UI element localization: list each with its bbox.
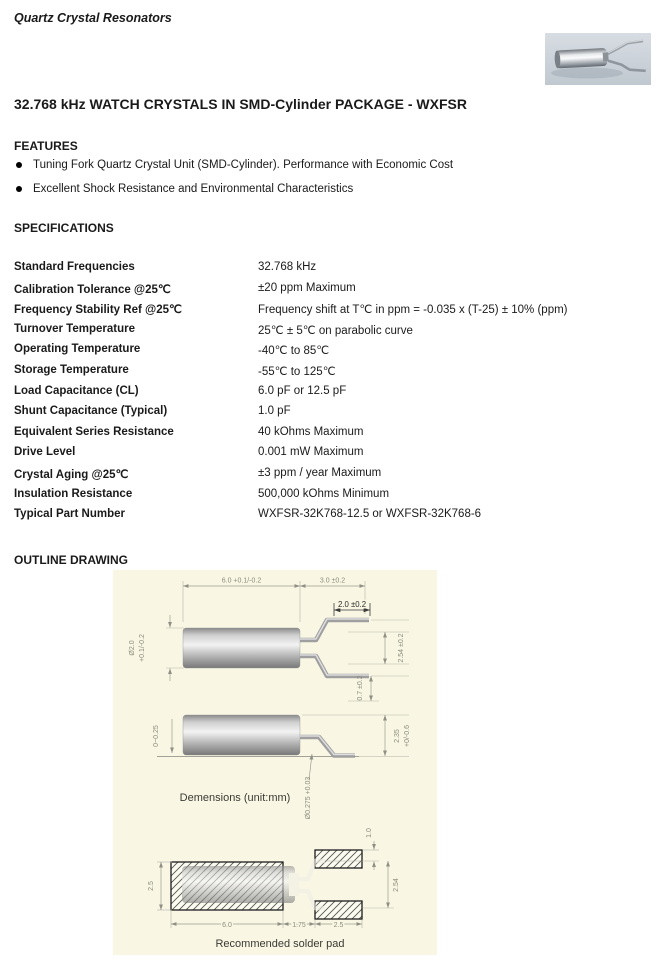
spec-value: -40℃ to 85℃ xyxy=(258,345,330,358)
dim-lead-offset: 0.7 ±0.2 xyxy=(357,675,364,701)
spec-row xyxy=(14,343,568,364)
spec-label: Typical Part Number xyxy=(14,508,125,521)
spec-label: Crystal Aging @25℃ xyxy=(14,468,129,481)
dim-lead-pitch: 2.54 ±0.2 xyxy=(398,633,405,663)
page-title: 32.768 kHz WATCH CRYSTALS IN SMD-Cylinder PACKAGE - WXFSR xyxy=(14,96,467,112)
photo-shadow xyxy=(551,68,623,79)
outline-drawing xyxy=(113,570,437,955)
spec-row xyxy=(14,426,568,447)
dim-lead-diameter: Ø0.275 +0.03 xyxy=(305,776,312,820)
spec-value: 1.0 pF xyxy=(258,405,291,418)
spec-row xyxy=(14,508,568,529)
spec-value: 40 kOhms Maximum xyxy=(258,425,364,438)
cylinder-body xyxy=(556,48,608,69)
crystal-ghost-overlay xyxy=(182,861,325,908)
spec-row xyxy=(14,282,568,303)
spec-row xyxy=(14,488,568,509)
dim-diameter: Ø2.0 xyxy=(129,640,136,656)
spec-label: Turnover Temperature xyxy=(14,322,135,335)
top-view xyxy=(129,578,409,702)
dim-lead-pad-length: 2.5 xyxy=(333,922,344,929)
feature-item xyxy=(16,159,453,171)
dim-body-pad-length: 6.0 xyxy=(222,922,232,929)
spec-label: Drive Level xyxy=(14,446,76,459)
solder-pad-view xyxy=(148,828,400,950)
feature-item xyxy=(16,183,353,195)
spec-value: 25℃ ± 5℃ on parabolic curve xyxy=(258,324,413,337)
spec-value: ±20 ppm Maximum xyxy=(258,281,356,294)
spec-row xyxy=(14,467,568,488)
dim-pad-pitch: 2.54 xyxy=(393,878,400,892)
document-type-header: Quartz Crystal Resonators xyxy=(14,11,172,25)
bent-lead xyxy=(300,736,355,756)
spec-row xyxy=(14,302,568,323)
dim-diameter-tolerance: +0.1/-0.2 xyxy=(139,634,146,662)
specifications-table xyxy=(14,261,568,529)
dim-pad-gap: 1.75 xyxy=(292,922,306,929)
cylinder-collar xyxy=(603,52,609,61)
spec-label: Load Capacitance (CL) xyxy=(14,384,139,397)
dim-standoff: 0~0.25 xyxy=(153,725,160,747)
spec-label: Standard Frequencies xyxy=(14,261,135,273)
spec-label: Equivalent Series Resistance xyxy=(14,425,174,438)
features-heading: FEATURES xyxy=(14,139,78,153)
spec-value: 32.768 kHz xyxy=(258,261,317,273)
spec-row xyxy=(14,405,568,426)
spec-row xyxy=(14,261,568,282)
dim-lead-pad-offset: 1.0 xyxy=(366,828,373,838)
spec-value: 0.001 mW Maximum xyxy=(258,446,364,459)
spec-label: Insulation Resistance xyxy=(14,487,133,500)
feature-text: Tuning Fork Quartz Crystal Unit (SMD-Cylinder). Performance with Economic Cost xyxy=(33,159,454,171)
spec-row xyxy=(14,364,568,385)
spec-value: Frequency shift at T℃ in ppm = -0.035 x (T-25) ± 10% (ppm) xyxy=(258,304,568,317)
spec-row xyxy=(14,323,568,344)
dim-body-pad-height: 2.5 xyxy=(148,881,155,891)
dim-tip-length: 2.0 ±0.2 xyxy=(337,600,367,609)
spec-label: Frequency Stability Ref @25℃ xyxy=(14,304,182,317)
spec-label: Operating Temperature xyxy=(14,343,141,356)
spec-value: WXFSR-32K768-12.5 or WXFSR-32K768-6 xyxy=(258,508,482,521)
spec-row xyxy=(14,385,568,406)
bullet-icon xyxy=(16,186,22,192)
crystal-body-side-view xyxy=(183,715,300,755)
dim-body-length: 6.0 +0.1/-0.2 xyxy=(221,577,262,585)
feature-text: Excellent Shock Resistance and Environmental Characteristics xyxy=(33,183,354,195)
outline-drawing-heading: OUTLINE DRAWING xyxy=(14,553,128,567)
spec-label: Storage Temperature xyxy=(14,363,129,376)
spec-label: Shunt Capacitance (Typical) xyxy=(14,405,168,418)
fork-leads xyxy=(300,619,369,676)
solder-pad-label: Recommended solder pad xyxy=(215,938,345,950)
crystal-body-top-view xyxy=(183,628,300,668)
side-view xyxy=(153,715,411,819)
product-photo xyxy=(545,33,651,85)
dim-seated-height-tolerance: +0/-0.6 xyxy=(404,725,411,747)
dimensions-unit-label: Demensions (unit:mm) xyxy=(179,792,291,804)
spec-value: ±3 ppm / year Maximum xyxy=(258,466,382,479)
spec-value: -55℃ to 125℃ xyxy=(258,365,336,378)
spec-value: 6.0 pF or 12.5 pF xyxy=(258,384,347,397)
bullet-icon xyxy=(16,162,22,168)
spec-value: 500,000 kOhms Minimum xyxy=(258,487,390,500)
dim-lead-length: 3.0 ±0.2 xyxy=(319,577,346,585)
specifications-heading: SPECIFICATIONS xyxy=(14,221,114,235)
spec-label: Calibration Tolerance @25℃ xyxy=(14,283,171,296)
spec-row xyxy=(14,446,568,467)
dim-seated-height: 2.35 xyxy=(394,729,401,743)
